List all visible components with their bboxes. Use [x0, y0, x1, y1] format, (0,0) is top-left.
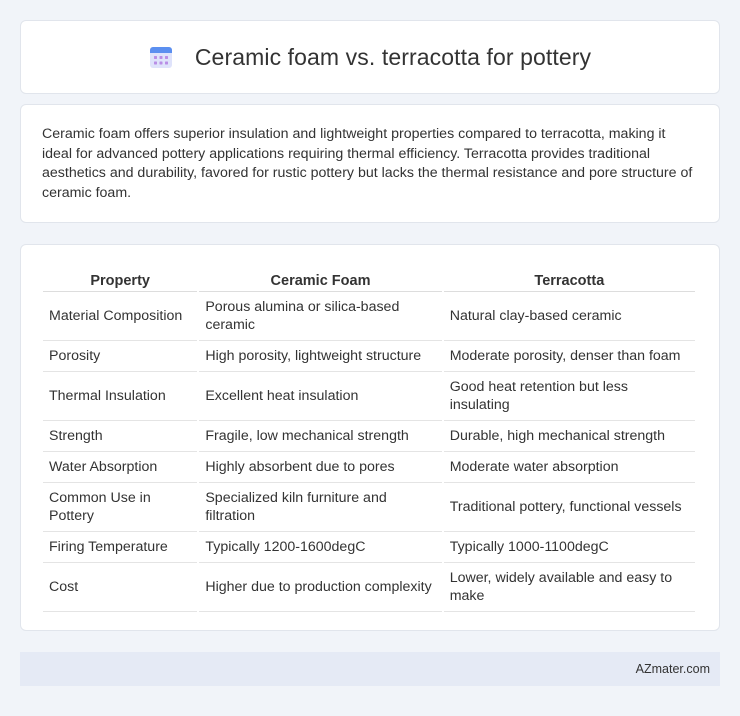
cell-property: Material Composition — [43, 292, 197, 341]
table-row — [43, 292, 695, 341]
cell-property: Cost — [43, 563, 197, 612]
cell-property: Thermal Insulation — [43, 372, 197, 421]
table-row — [43, 372, 695, 421]
cell-ceramic-foam: Porous alumina or silica-based ceramic — [199, 292, 441, 341]
footer-brand: AZmater.com — [635, 662, 710, 676]
cell-terracotta: Traditional pottery, functional vessels — [444, 483, 695, 532]
cell-property: Common Use in Pottery — [43, 483, 197, 532]
comparison-table — [41, 265, 697, 612]
header-property: Property — [43, 265, 197, 292]
page-title: Ceramic foam vs. terracotta for pottery — [194, 43, 592, 70]
cell-ceramic-foam: High porosity, lightweight structure — [199, 341, 441, 372]
table-row — [43, 532, 695, 563]
cell-terracotta: Natural clay-based ceramic — [444, 292, 695, 341]
table-card — [20, 244, 720, 631]
cell-property: Water Absorption — [43, 452, 197, 483]
cell-ceramic-foam: Fragile, low mechanical strength — [199, 421, 441, 452]
cell-property: Firing Temperature — [43, 532, 197, 563]
cell-ceramic-foam: Excellent heat insulation — [199, 372, 441, 421]
table-row — [43, 341, 695, 372]
cell-terracotta: Typically 1000-1100degC — [444, 532, 695, 563]
table-row — [43, 483, 695, 532]
cell-ceramic-foam: Higher due to production complexity — [199, 563, 441, 612]
summary-text: Ceramic foam offers superior insulation and lightweight properties compared to terracotta, making it ideal for advanced pottery applications requiring thermal efficiency. Terracotta provides traditional aesthetics and durability, favored for rustic pottery but lacks the thermal resistance and pore structure of ceramic foam. — [42, 126, 693, 201]
header-ceramic-foam: Ceramic Foam — [199, 265, 441, 292]
cell-property: Porosity — [43, 341, 197, 372]
header-card — [20, 20, 720, 94]
table-row — [43, 452, 695, 483]
footer — [20, 652, 720, 686]
cell-terracotta: Moderate porosity, denser than foam — [444, 341, 695, 372]
title-wrap — [149, 44, 591, 71]
cell-property: Strength — [43, 421, 197, 452]
cell-ceramic-foam: Specialized kiln furniture and filtration — [199, 483, 441, 532]
calendar-icon — [149, 45, 173, 69]
table-row — [43, 421, 695, 452]
cell-terracotta: Good heat retention but less insulating — [444, 372, 695, 421]
cell-terracotta: Moderate water absorption — [444, 452, 695, 483]
cell-ceramic-foam: Highly absorbent due to pores — [199, 452, 441, 483]
summary-card — [20, 104, 720, 223]
header-terracotta: Terracotta — [444, 265, 695, 292]
cell-ceramic-foam: Typically 1200-1600degC — [199, 532, 441, 563]
table-row — [43, 563, 695, 612]
cell-terracotta: Lower, widely available and easy to make — [444, 563, 695, 612]
table-header-row — [43, 265, 695, 292]
cell-terracotta: Durable, high mechanical strength — [444, 421, 695, 452]
